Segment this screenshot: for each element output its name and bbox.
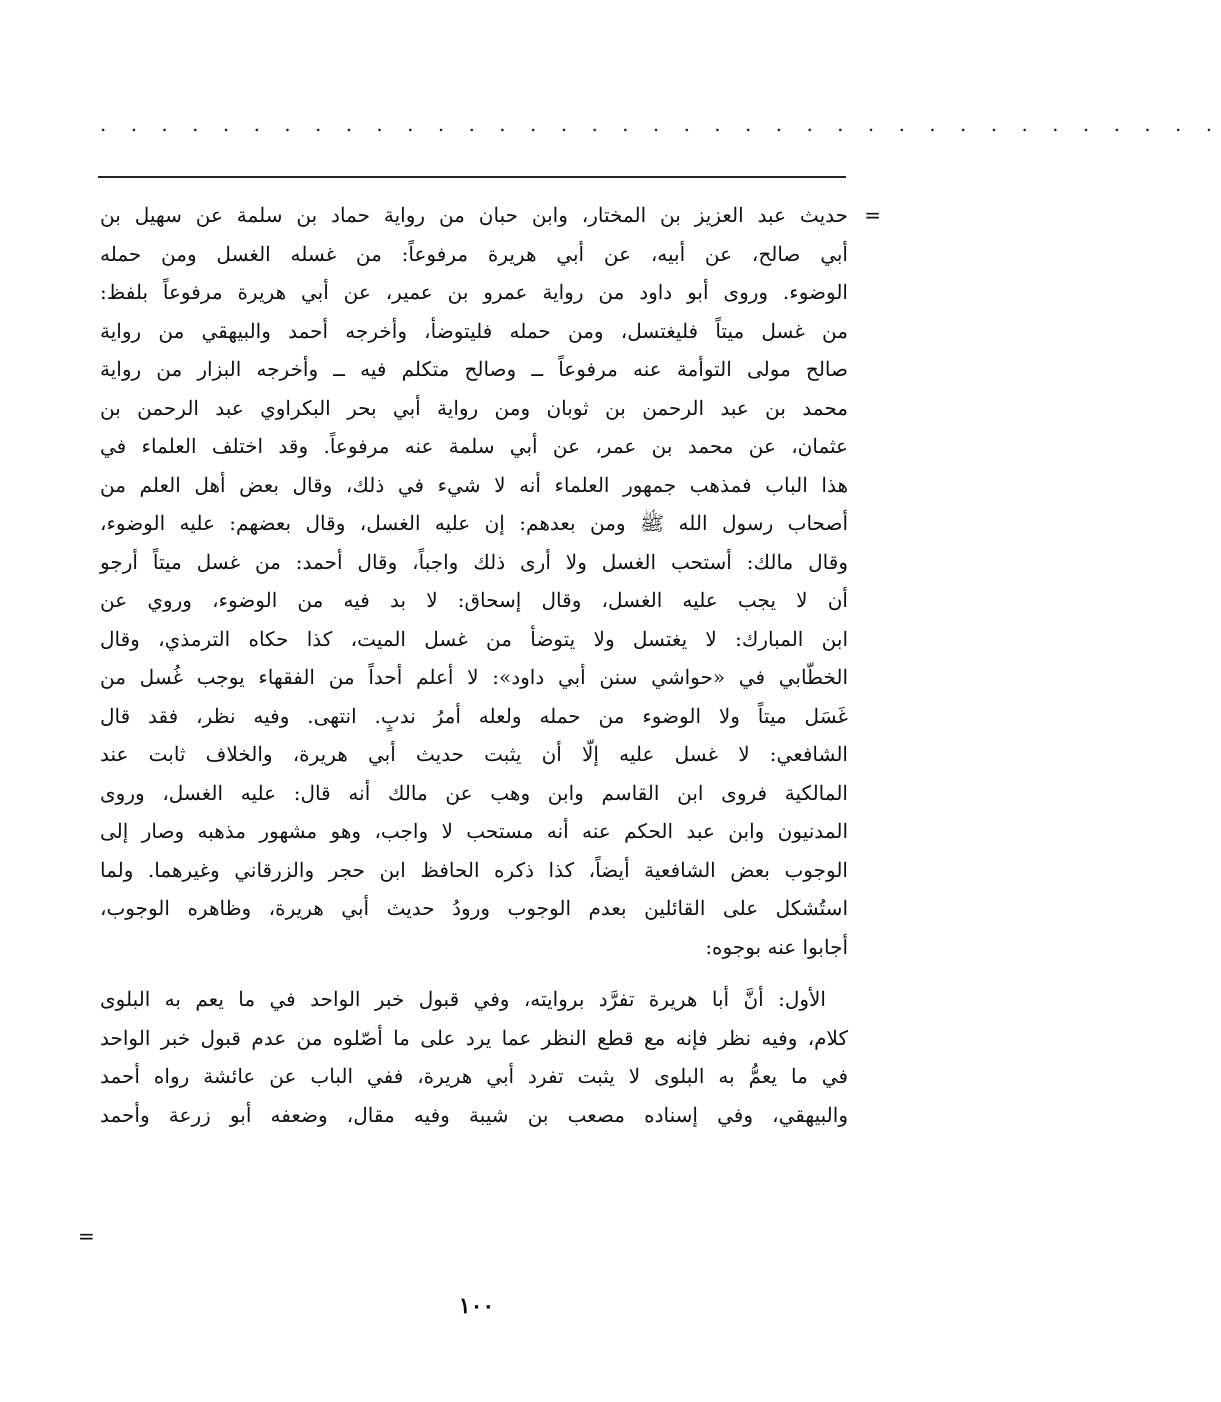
text-line: والبيهقي، وفي إسناده مصعب بن شيبة وفيه مقال، وضعفه أبو زرعة وأحمد — [100, 1102, 848, 1127]
text-line: الأول: أنَّ أبا هريرة تفرَّد بروايته، وفي قبول خبر الواحد في ما يعم به البلوى — [100, 987, 826, 1011]
text-line: وقال مالك: أستحب الغسل ولا أرى ذلك واجباً، وقال أحمد: من غسل ميتاً أرجو — [100, 549, 848, 574]
text-line: المدنيون وابن عبد الحكم عنه أنه مستحب لا واجب، وهو مشهور مذهبه وصار إلى — [100, 819, 848, 843]
text-line: المالكية فروى ابن القاسم وابن وهب عن مالك أنه قال: عليه الغسل، وروى — [100, 780, 848, 805]
text-line: الوضوء. وروى أبو داود من رواية عمرو بن عمير، عن أبي هريرة مرفوعاً بلفظ: — [100, 280, 848, 304]
text-line: أن لا يجب عليه الغسل، وقال إسحاق: لا بد فيه من الوضوء، وروي عن — [100, 588, 848, 612]
continuation-mark-bottom: = — [78, 1224, 95, 1248]
text-line: في ما يعمُّ به البلوى لا يثبت تفرد أبي هريرة، ففي الباب عن عائشة رواه أحمد — [100, 1064, 848, 1088]
text-line: الخطّابي في «حواشي سنن أبي داود»: لا أعلم أحداً من الفقهاء يوجب غُسل من — [100, 665, 848, 689]
continuation-mark-top: = — [864, 203, 881, 227]
horizontal-rule — [98, 176, 846, 178]
page-number: ١٠٠ — [458, 1293, 495, 1319]
text-line: الشافعي: لا غسل عليه إلّا أن يثبت حديث أبي هريرة، والخلاف ثابت عند — [100, 742, 848, 766]
text-line: حديث عبد العزيز بن المختار، وابن حبان من رواية حماد بن سلمة عن سهيل بن — [100, 203, 848, 227]
paragraph-gap — [100, 966, 848, 980]
text-line: الوجوب بعض الشافعية أيضاً، كذا ذكره الحافظ ابن حجر والزرقاني وغيرهما. ولما — [100, 857, 848, 882]
footnote-text — [100, 196, 848, 1134]
text-line: أصحاب رسول الله ﷺ ومن بعدهم: إن عليه الغسل، وقال بعضهم: عليه الوضوء، — [100, 511, 848, 535]
text-line: من غسل ميتاً فليغتسل، ومن حمله فليتوضأ، وأخرجه أحمد والبيهقي من رواية — [100, 318, 848, 343]
text-line: هذا الباب فمذهب جمهور العلماء أنه لا شيء في ذلك، وقال بعض أهل العلم من — [100, 472, 848, 497]
text-line: صالح مولى التوأمة عنه مرفوعاً ــ وصالح متكلم فيه ــ وأخرجه البزار من رواية — [100, 357, 848, 381]
text-line: أبي صالح، عن أبيه، عن أبي هريرة مرفوعاً: من غسله الغسل ومن حمله — [100, 241, 848, 266]
text-line: عثمان، عن محمد بن عمر، عن أبي سلمة عنه مرفوعاً. وقد اختلف العلماء في — [100, 434, 848, 458]
text-line: ابن المبارك: لا يغتسل ولا يتوضأ من غسل الميت، كذا حكاه الترمذي، وقال — [100, 626, 848, 651]
text-line: محمد بن عبد الرحمن بن ثوبان ومن رواية أبي بحر البكراوي عبد الرحمن بن — [100, 395, 848, 420]
text-line: كلام، وفيه نظر فإنه مع قطع النظر عما يرد على ما أصّلوه من عدم قبول خبر الواحد — [100, 1025, 848, 1050]
text-line: غَسَل ميتاً ولا الوضوء من حمله ولعله أمرُ ندبٍ. انتهى. وفيه نظر، فقد قال — [100, 703, 848, 728]
text-line: استُشكل على القائلين بعدم الوجوب ورودُ حديث أبي هريرة، وظاهره الوجوب، — [100, 896, 848, 920]
text-line: أجابوا عنه بوجوه: — [705, 934, 848, 959]
dotted-separator: . . . . . . . . . . . . . . . . . . . . . . . . . . . . . . . . . . . . . — [100, 112, 1221, 136]
